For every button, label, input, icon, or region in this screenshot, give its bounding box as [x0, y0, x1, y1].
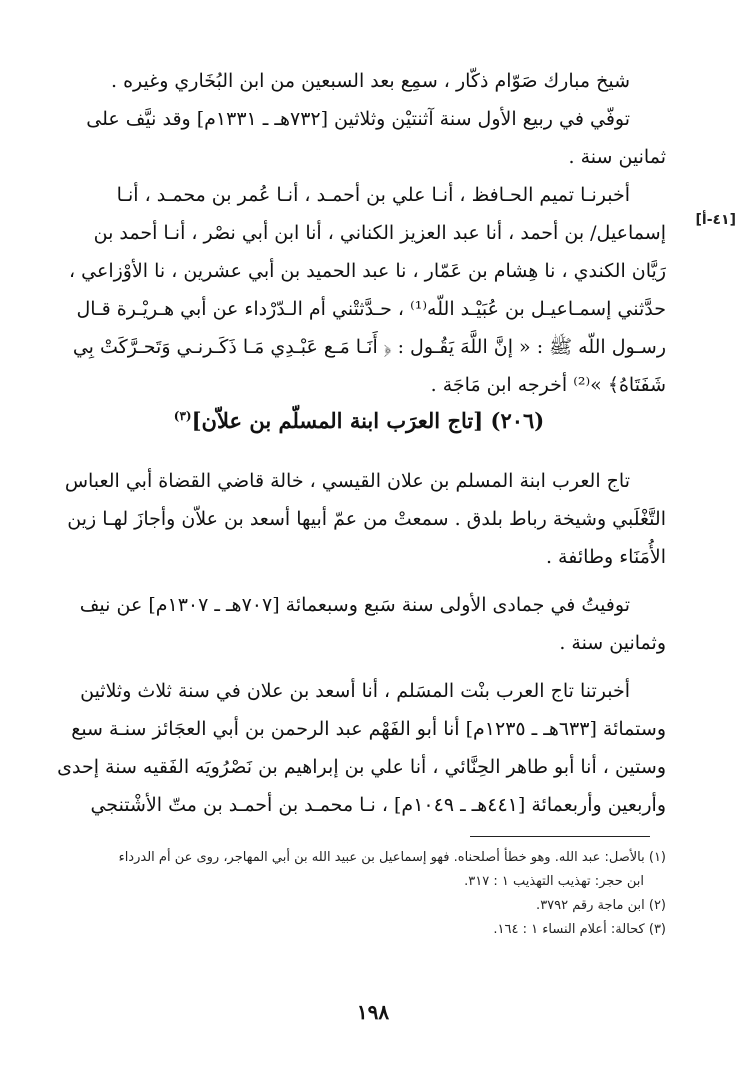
entry-heading: [52, 408, 666, 433]
text-line: توفيتُ في جمادى الأولى سنة سَبع وسبعمائة [٧٠٧هـ ـ ١٣٠٧م] عن نيف: [79, 594, 630, 616]
footnotes: [40, 846, 666, 942]
previous-entry-text: [52, 62, 666, 404]
text-line: وثمانين سنة .: [559, 632, 666, 654]
text-line: أخبرتنا تاج العرب بنْت المسَلم ، أنا أسعد بن علان في سنة ثلاث وثلاثين: [80, 680, 630, 702]
text-line: توفّي في ربيع الأول سنة آثنتيْن وثلاثين [٧٣٢هـ ـ ١٣٣١م] وقد نيَّف على: [86, 108, 630, 130]
footnote-divider: [470, 836, 650, 837]
text-line: شيخ مبارك صَوّام ذكّار ، سمِع بعد السبعين من ابن البُخَاري وغيره .: [111, 70, 630, 92]
text-line: أخبرنـا تميم الحـافظ ، أنـا علي بن أحمـد ، أنـا عُمر بن محمـد ، أنـا: [116, 184, 630, 206]
entry-biography: [52, 462, 666, 576]
footnote-1-continued: ابن حجر: تهذيب التهذيب ١ : ٣١٧.: [464, 874, 644, 889]
entry-death-notice: [52, 586, 666, 662]
text-line: وأربعين وأربعمائة [٤٤١هـ ـ ١٠٤٩م] ، نـا محمـد بن أحمـد بن متّ الأشْتنجي: [90, 794, 666, 816]
text-line: ثمانين سنة .: [568, 146, 666, 168]
footnote-2: (٢) ابن ماجة رقم ٣٧٩٢.: [536, 898, 666, 913]
entry-isnad: [52, 672, 666, 824]
text-line: الأُمَنَاء وطائفة .: [545, 546, 666, 568]
text-line: حدَّثني إسمـاعيـل بن عُبَيْـد اللّه⁽¹⁾ ، حـدَّثتْني أم الـدّرْداء عن أبي هـريْـرة قـال: [76, 298, 666, 320]
text-line: رسـول اللّه ﷺ : « إنَّ اللَّهَ يَقُـول : ﴿ أَنَـا مَـع عَبْـدِي مَـا ذَكَـرنـي وَتَحـرَّكَتْ بِي: [72, 336, 666, 358]
entry-heading-title: (٢٠٦) [تاج العرَب ابنة المسلّم بن علاّن]: [191, 408, 545, 433]
entry-heading-footnote-ref: (٣): [173, 409, 192, 423]
text-line: شَفَتَاهُ﴾ »⁽²⁾ أخرجه ابن مَاجَة .: [430, 374, 666, 396]
page-number: ١٩٨: [356, 1000, 390, 1024]
text-line: تاج العرب ابنة المسلم بن علان القيسي ، خالة قاضي القضاة أبي العباس: [64, 470, 630, 492]
footnote-3: (٣) كحالة: أعلام النساء ١ : ١٦٤.: [493, 922, 666, 937]
text-line: إسماعيل/ بن أحمد ، أنا عبد العزيز الكناني ، أنا ابن أبي نصْر ، أنـا أحمد بن: [93, 222, 666, 244]
text-line: رَيَّان الكندي ، نا هِشام بن عَمّار ، نا عبد الحميد بن أبي عشرين ، نا الأوْزاعي ،: [69, 260, 666, 282]
text-line: وستمائة [٦٣٣هـ ـ ١٢٣٥م] أنا أبو الفَهْم عبد الرحمن بن أبي العجَائز سنـة سبع: [71, 718, 666, 740]
manuscript-folio-marker: [٤١-أ]: [695, 212, 736, 228]
text-line: التَّغْلَبي وشيخة رباط بلدق . سمعتْ من عمّ أبيها أسعد بن علاّن وأجازَ لهـا زين: [67, 508, 666, 530]
footnote-1: (١) بالأصل: عبد الله. وهو خطأ أصلحناه. فهو إسماعيل بن عبيد الله بن أبي المهاجر، روى عن أم الدرداء: [118, 850, 666, 865]
text-line: وستين ، أنا أبو طاهر الحِنَّائي ، أنا علي بن إبراهيم بن نَصْرُويَه الفَقيه سنة إحدى: [57, 756, 666, 778]
